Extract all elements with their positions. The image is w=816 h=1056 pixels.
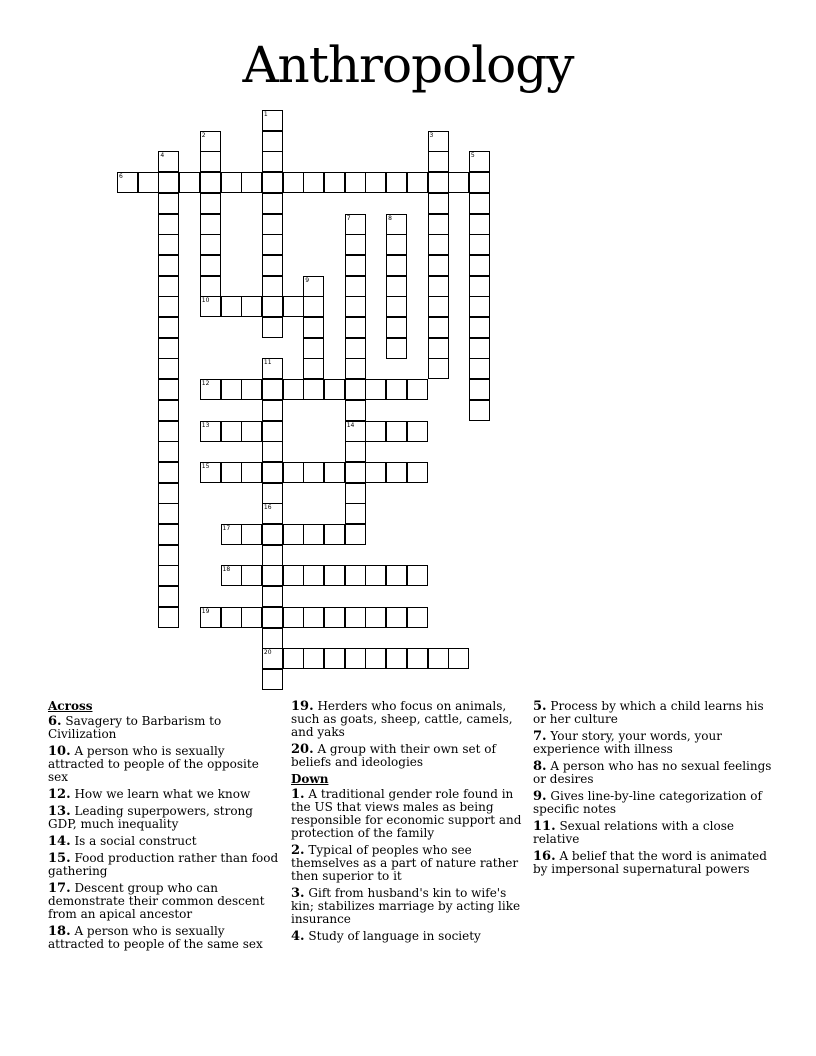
clue-item-number: 7.: [533, 729, 547, 744]
grid-cell[interactable]: [241, 421, 262, 442]
grid-cell[interactable]: [262, 669, 283, 690]
grid-cell[interactable]: [221, 172, 242, 193]
clue-item-number: 10.: [48, 744, 71, 759]
grid-cell[interactable]: [345, 503, 366, 524]
grid-cell[interactable]: [158, 172, 179, 193]
clue-number: 18: [222, 566, 231, 574]
grid-cell[interactable]: [221, 421, 242, 442]
grid-cell[interactable]: [386, 607, 407, 628]
clue-item-text: How we learn what we know: [70, 787, 251, 801]
grid-cell[interactable]: [200, 214, 221, 235]
clue-item-text: Sexual relations with a close relative: [533, 819, 734, 846]
grid-cell[interactable]: [303, 565, 324, 586]
grid-cell[interactable]: [365, 607, 386, 628]
grid-cell[interactable]: [303, 462, 324, 483]
grid-cell[interactable]: [158, 421, 179, 442]
clue-item: [533, 730, 773, 756]
grid-cell[interactable]: [262, 172, 283, 193]
grid-cell[interactable]: [262, 503, 283, 524]
clue-item-text: Savagery to Barbarism to Civilization: [48, 714, 222, 741]
grid-cell[interactable]: [469, 317, 490, 338]
grid-cell[interactable]: [262, 607, 283, 628]
grid-cell[interactable]: [241, 565, 262, 586]
grid-cell[interactable]: [158, 441, 179, 462]
grid-cell[interactable]: [262, 255, 283, 276]
clue-item: [533, 790, 773, 816]
grid-cell[interactable]: [345, 338, 366, 359]
clue-item-number: 6.: [48, 714, 62, 729]
grid-cell[interactable]: [262, 214, 283, 235]
clue-number: 1: [263, 111, 268, 118]
clue-item: [291, 743, 527, 769]
grid-cell[interactable]: [345, 565, 366, 586]
clue-item-text: Gives line-by-line categorization of specific notes: [533, 789, 762, 816]
grid-cell[interactable]: [158, 503, 179, 524]
clue-item-number: 8.: [533, 759, 547, 774]
grid-cell[interactable]: [345, 648, 366, 669]
across-clue-list: [48, 715, 280, 951]
grid-cell[interactable]: [158, 358, 179, 379]
grid-cell[interactable]: [262, 358, 283, 379]
clue-item: [533, 760, 773, 786]
grid-cell[interactable]: [428, 338, 449, 359]
clue-item: [48, 745, 280, 784]
grid-cell[interactable]: [262, 151, 283, 172]
grid-cell[interactable]: [262, 276, 283, 297]
grid-cell[interactable]: [469, 234, 490, 255]
grid-cell[interactable]: [407, 172, 428, 193]
grid-cell[interactable]: [262, 296, 283, 317]
clue-item-number: 15.: [48, 851, 71, 866]
clue-item: [48, 835, 280, 848]
grid-cell[interactable]: [158, 151, 179, 172]
grid-cell[interactable]: [428, 648, 449, 669]
grid-cell[interactable]: [262, 379, 283, 400]
clue-item-text: Descent group who can demonstrate their common descent from an apical ancestor: [48, 881, 265, 921]
clue-item-number: 3.: [291, 886, 305, 901]
grid-cell[interactable]: [469, 379, 490, 400]
clue-column-1: [48, 700, 280, 955]
grid-cell[interactable]: [365, 565, 386, 586]
clue-item-number: 5.: [533, 699, 547, 714]
grid-cell[interactable]: [428, 214, 449, 235]
grid-cell[interactable]: [200, 379, 221, 400]
grid-cell[interactable]: [345, 214, 366, 235]
grid-cell[interactable]: [407, 421, 428, 442]
clue-item: [48, 715, 280, 741]
grid-cell[interactable]: [324, 565, 345, 586]
grid-cell[interactable]: [303, 648, 324, 669]
grid-cell[interactable]: [200, 193, 221, 214]
grid-cell[interactable]: [345, 462, 366, 483]
grid-cell[interactable]: [345, 255, 366, 276]
clue-number: 10: [201, 297, 210, 305]
clue-item: [48, 925, 280, 951]
grid-cell[interactable]: [283, 172, 304, 193]
grid-cell[interactable]: [283, 565, 304, 586]
grid-cell[interactable]: [365, 648, 386, 669]
clue-item-number: 18.: [48, 924, 71, 939]
grid-cell[interactable]: [283, 379, 304, 400]
grid-cell[interactable]: [117, 172, 138, 193]
grid-cell[interactable]: [158, 234, 179, 255]
clue-item-number: 2.: [291, 843, 305, 858]
grid-cell[interactable]: [469, 338, 490, 359]
grid-cell[interactable]: [283, 462, 304, 483]
grid-cell[interactable]: [469, 151, 490, 172]
grid-cell[interactable]: [158, 586, 179, 607]
clue-item-number: 13.: [48, 804, 71, 819]
grid-cell[interactable]: [448, 172, 469, 193]
clue-item: [291, 844, 527, 883]
grid-cell[interactable]: [158, 276, 179, 297]
grid-cell[interactable]: [241, 524, 262, 545]
grid-cell[interactable]: [345, 172, 366, 193]
grid-cell[interactable]: [428, 234, 449, 255]
clue-item-number: 19.: [291, 699, 314, 714]
clue-item-text: A group with their own set of beliefs and ideologies: [291, 742, 496, 769]
clue-number: 11: [263, 359, 272, 367]
clue-number: 13: [201, 421, 210, 429]
grid-cell[interactable]: [179, 172, 200, 193]
clue-item-text: Herders who focus on animals, such as goats, sheep, cattle, camels, and yaks: [291, 699, 513, 739]
grid-cell[interactable]: [241, 379, 262, 400]
grid-cell[interactable]: [324, 607, 345, 628]
grid-cell[interactable]: [345, 276, 366, 297]
grid-cell[interactable]: [386, 172, 407, 193]
grid-cell[interactable]: [345, 358, 366, 379]
grid-cell[interactable]: [386, 421, 407, 442]
grid-cell[interactable]: [158, 379, 179, 400]
grid-cell[interactable]: [241, 172, 262, 193]
grid-cell[interactable]: [448, 648, 469, 669]
grid-cell[interactable]: [324, 524, 345, 545]
clue-number: 4: [160, 152, 165, 160]
grid-cell[interactable]: [221, 379, 242, 400]
grid-cell[interactable]: [138, 172, 159, 193]
grid-cell[interactable]: [283, 648, 304, 669]
grid-cell[interactable]: [324, 379, 345, 400]
grid-cell[interactable]: [241, 607, 262, 628]
grid-cell[interactable]: [303, 524, 324, 545]
grid-cell[interactable]: [262, 586, 283, 607]
grid-cell[interactable]: [283, 524, 304, 545]
grid-cell[interactable]: [345, 379, 366, 400]
grid-cell[interactable]: [241, 296, 262, 317]
across-clue-list-continued: [291, 700, 527, 769]
grid-cell[interactable]: [428, 358, 449, 379]
grid-cell[interactable]: [428, 255, 449, 276]
grid-cell[interactable]: [407, 462, 428, 483]
clue-number: 7: [346, 214, 351, 222]
clue-item: [533, 700, 773, 726]
clue-number: 19: [201, 607, 210, 615]
grid-cell[interactable]: [158, 565, 179, 586]
grid-cell[interactable]: [158, 483, 179, 504]
grid-cell[interactable]: [345, 421, 366, 442]
grid-cell[interactable]: [345, 317, 366, 338]
clue-item-text: Gift from husband's kin to wife's kin; stabilizes marriage by acting like insurance: [291, 886, 521, 926]
clue-number: 12: [201, 380, 210, 388]
grid-cell[interactable]: [324, 462, 345, 483]
clue-item: [533, 820, 773, 846]
grid-cell[interactable]: [158, 296, 179, 317]
grid-cell[interactable]: [221, 565, 242, 586]
clue-column-2: [291, 700, 527, 947]
grid-cell[interactable]: [200, 172, 221, 193]
grid-cell[interactable]: [200, 607, 221, 628]
grid-cell[interactable]: [386, 379, 407, 400]
grid-cell[interactable]: [200, 296, 221, 317]
grid-cell[interactable]: [262, 524, 283, 545]
grid-cell[interactable]: [158, 545, 179, 566]
grid-cell[interactable]: [469, 214, 490, 235]
clue-item-text: A belief that the word is animated by impersonal supernatural powers: [533, 849, 767, 876]
grid-cell[interactable]: [158, 400, 179, 421]
clue-item-text: Leading superpowers, strong GDP, much inequality: [48, 804, 253, 831]
clue-number: 2: [201, 131, 206, 139]
grid-cell[interactable]: [262, 565, 283, 586]
clue-item: [291, 700, 527, 739]
clue-item: [533, 850, 773, 876]
grid-cell[interactable]: [407, 565, 428, 586]
grid-cell[interactable]: [303, 607, 324, 628]
clue-item-text: Is a social construct: [70, 834, 197, 848]
grid-cell[interactable]: [324, 648, 345, 669]
grid-cell[interactable]: [386, 276, 407, 297]
clue-item-text: Process by which a child learns his or her culture: [533, 699, 764, 726]
grid-cell[interactable]: [303, 172, 324, 193]
grid-cell[interactable]: [158, 524, 179, 545]
clue-item: [48, 852, 280, 878]
grid-cell[interactable]: [303, 338, 324, 359]
clue-item: [48, 805, 280, 831]
grid-cell[interactable]: [345, 524, 366, 545]
grid-cell[interactable]: [221, 607, 242, 628]
grid-cell[interactable]: [200, 255, 221, 276]
grid-cell[interactable]: [283, 296, 304, 317]
down-heading: Down: [291, 772, 329, 786]
grid-cell[interactable]: [428, 296, 449, 317]
grid-cell[interactable]: [428, 172, 449, 193]
grid-cell[interactable]: [365, 462, 386, 483]
clue-number: 5: [470, 152, 475, 160]
grid-cell[interactable]: [158, 338, 179, 359]
grid-cell[interactable]: [386, 255, 407, 276]
grid-cell[interactable]: [200, 234, 221, 255]
grid-cell[interactable]: [386, 214, 407, 235]
grid-cell[interactable]: [469, 276, 490, 297]
clue-item: [291, 930, 527, 943]
clue-column-3: [533, 700, 773, 880]
grid-cell[interactable]: [262, 441, 283, 462]
grid-cell[interactable]: [262, 317, 283, 338]
clue-number: 20: [263, 649, 272, 657]
grid-cell[interactable]: [158, 255, 179, 276]
grid-cell[interactable]: [345, 400, 366, 421]
clue-number: 6: [119, 173, 123, 181]
grid-cell[interactable]: [428, 151, 449, 172]
grid-cell[interactable]: [200, 421, 221, 442]
clue-item-number: 17.: [48, 881, 71, 896]
grid-cell[interactable]: [428, 131, 449, 152]
grid-cell[interactable]: [241, 462, 262, 483]
grid-cell[interactable]: [262, 131, 283, 152]
grid-cell[interactable]: [407, 607, 428, 628]
grid-cell[interactable]: [365, 421, 386, 442]
grid-cell[interactable]: [386, 648, 407, 669]
clue-number: 3: [429, 131, 434, 139]
grid-cell[interactable]: [303, 358, 324, 379]
grid-cell[interactable]: [262, 110, 283, 131]
puzzle-title: Anthropology: [242, 36, 574, 94]
grid-cell[interactable]: [386, 317, 407, 338]
grid-cell[interactable]: [283, 607, 304, 628]
grid-cell[interactable]: [469, 255, 490, 276]
grid-cell[interactable]: [158, 214, 179, 235]
grid-cell[interactable]: [262, 462, 283, 483]
grid-cell[interactable]: [200, 462, 221, 483]
grid-cell[interactable]: [158, 607, 179, 628]
clue-item-number: 16.: [533, 849, 556, 864]
grid-cell[interactable]: [262, 648, 283, 669]
grid-cell[interactable]: [262, 193, 283, 214]
clue-item-number: 14.: [48, 834, 71, 849]
grid-cell[interactable]: [345, 441, 366, 462]
clue-item-number: 11.: [533, 819, 556, 834]
grid-cell[interactable]: [407, 379, 428, 400]
grid-cell[interactable]: [345, 483, 366, 504]
clue-number: 9: [305, 276, 310, 284]
grid-cell[interactable]: [200, 131, 221, 152]
grid-cell[interactable]: [386, 462, 407, 483]
grid-cell[interactable]: [386, 338, 407, 359]
grid-cell[interactable]: [469, 296, 490, 317]
grid-cell[interactable]: [200, 276, 221, 297]
clue-item-number: 4.: [291, 929, 305, 944]
grid-cell[interactable]: [262, 234, 283, 255]
clue-item-number: 1.: [291, 787, 305, 802]
grid-cell[interactable]: [365, 172, 386, 193]
grid-cell[interactable]: [262, 545, 283, 566]
grid-cell[interactable]: [324, 172, 345, 193]
clue-item-text: A person who is sexually attracted to people of the opposite sex: [48, 744, 259, 784]
grid-cell[interactable]: [345, 607, 366, 628]
grid-cell[interactable]: [221, 524, 242, 545]
clue-number: 8: [388, 214, 392, 222]
grid-cell[interactable]: [303, 379, 324, 400]
grid-cell[interactable]: [262, 483, 283, 504]
grid-cell[interactable]: [386, 565, 407, 586]
grid-cell[interactable]: [303, 317, 324, 338]
grid-cell[interactable]: [262, 400, 283, 421]
grid-cell[interactable]: [365, 379, 386, 400]
grid-cell[interactable]: [303, 276, 324, 297]
clue-item-text: A person who is sexually attracted to people of the same sex: [48, 924, 263, 951]
clue-item: [48, 788, 280, 801]
grid-cell[interactable]: [158, 317, 179, 338]
down-clue-list: [291, 788, 527, 943]
clue-number: 14: [346, 421, 355, 429]
clue-item-number: 9.: [533, 789, 547, 804]
grid-cell[interactable]: [262, 628, 283, 649]
grid-cell[interactable]: [345, 296, 366, 317]
grid-cell[interactable]: [469, 193, 490, 214]
clue-item-text: Typical of peoples who see themselves as a part of nature rather then superior to it: [291, 843, 519, 883]
grid-cell[interactable]: [158, 193, 179, 214]
clue-item: [291, 788, 527, 840]
clue-item-text: A person who has no sexual feelings or desires: [533, 759, 772, 786]
grid-cell[interactable]: [407, 648, 428, 669]
grid-cell[interactable]: [221, 296, 242, 317]
grid-cell[interactable]: [386, 234, 407, 255]
grid-cell[interactable]: [428, 276, 449, 297]
clue-number: 16: [263, 504, 272, 512]
grid-cell[interactable]: [303, 296, 324, 317]
clue-item-text: Your story, your words, your experience with illness: [533, 729, 722, 756]
clue-item: [48, 882, 280, 921]
clue-number: 15: [201, 462, 210, 470]
clue-item: [291, 887, 527, 926]
grid-cell[interactable]: [386, 296, 407, 317]
clue-number: 17: [222, 525, 231, 532]
grid-cell[interactable]: [345, 234, 366, 255]
grid-cell[interactable]: [200, 151, 221, 172]
grid-cell[interactable]: [428, 317, 449, 338]
clue-item-text: A traditional gender role found in the US that views males as being responsible for economic support and protection of the family: [291, 787, 522, 840]
grid-cell[interactable]: [158, 462, 179, 483]
clue-item-text: Study of language in society: [304, 929, 481, 943]
clue-item-text: Food production rather than food gathering: [48, 851, 279, 878]
grid-cell[interactable]: [469, 358, 490, 379]
clue-item-number: 12.: [48, 787, 71, 802]
down-clue-list-continued: [533, 700, 773, 876]
grid-cell[interactable]: [469, 172, 490, 193]
grid-cell[interactable]: [428, 193, 449, 214]
grid-cell[interactable]: [262, 421, 283, 442]
grid-cell[interactable]: [469, 400, 490, 421]
grid-cell[interactable]: [221, 462, 242, 483]
clue-item-number: 20.: [291, 742, 314, 757]
across-heading: Across: [48, 699, 93, 713]
